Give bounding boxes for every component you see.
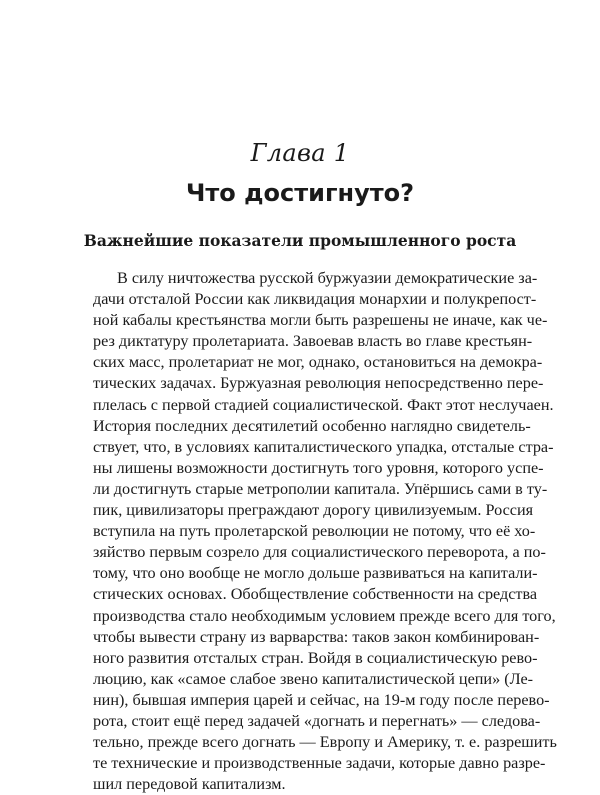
- text-line: История последних десятилетий особенно наглядно свидетель-: [93, 416, 531, 435]
- text-line: ских масс, пролетариат не мог, однако, остановиться на демокра-: [93, 353, 543, 372]
- text-line: шил передовой капитализм.: [93, 775, 286, 794]
- text-line: чтобы вывести страну из варварства: таков закон комбинирован-: [93, 627, 540, 646]
- text-line: стических основах. Обобществление собственности на средства: [93, 585, 538, 604]
- text-line: производства стало необходимым условием прежде всего для того,: [93, 606, 556, 625]
- text-line: ли достигнуть старые метрополии капитала. Упёршись сами в ту-: [93, 479, 548, 498]
- text-line: тических задачах. Буржуазная революция непосредственно пере-: [93, 374, 544, 393]
- text-line: люцию, как «самое слабое звено капиталистической цепи» (Ле-: [93, 669, 534, 688]
- text-line: ной кабалы крестьянства могли быть разрешены не иначе, как че-: [93, 311, 548, 330]
- text-line: ного развития отсталых стран. Войдя в социалистическую рево-: [93, 648, 538, 667]
- text-line: те технические и производственные задачи, которые давно разре-: [93, 754, 546, 773]
- text-line: тому, что оно вообще не могло дольше развиваться на капитали-: [93, 564, 538, 583]
- text-line: рез диктатуру пролетариата. Завоевав власть во главе крестьян-: [93, 332, 533, 351]
- text-line: В силу ничтожества русской буржуазии демократические за-: [117, 269, 538, 287]
- text-line: ствует, что, в условиях капиталистического упадка, отсталые стра-: [93, 437, 554, 456]
- text-line: рота, стоит ещё перед задачей «догнать и перегнать» — следова-: [93, 711, 541, 730]
- text-line: ны лишены возможности достигнуть того уровня, которого успе-: [93, 458, 544, 477]
- chapter-title: Что достигнуто?: [185, 179, 415, 207]
- text-line: тельно, прежде всего догнать — Европу и Америку, т. е. разрешить: [93, 733, 557, 752]
- text-line: зяйство первым созрело для социалистического переворота, а по-: [93, 543, 546, 562]
- body-paragraph: [93, 268, 557, 795]
- text-line: дачи отсталой России как ликвидация монархии и полукрепост-: [93, 290, 537, 309]
- text-line: пик, цивилизаторы преграждают дорогу цивилизуемым. Россия: [93, 501, 534, 520]
- text-line: вступила на путь пролетарской революции не потому, что её хо-: [93, 522, 536, 541]
- section-heading: Важнейшие показатели промышленного роста: [83, 231, 517, 250]
- chapter-number: Глава 1: [250, 139, 350, 167]
- text-line: плелась с первой стадией социалистической. Факт этот неслучаен.: [93, 395, 554, 414]
- text-line: нин), бывшая империя царей и сейчас, на 19-м году после перево-: [93, 690, 550, 709]
